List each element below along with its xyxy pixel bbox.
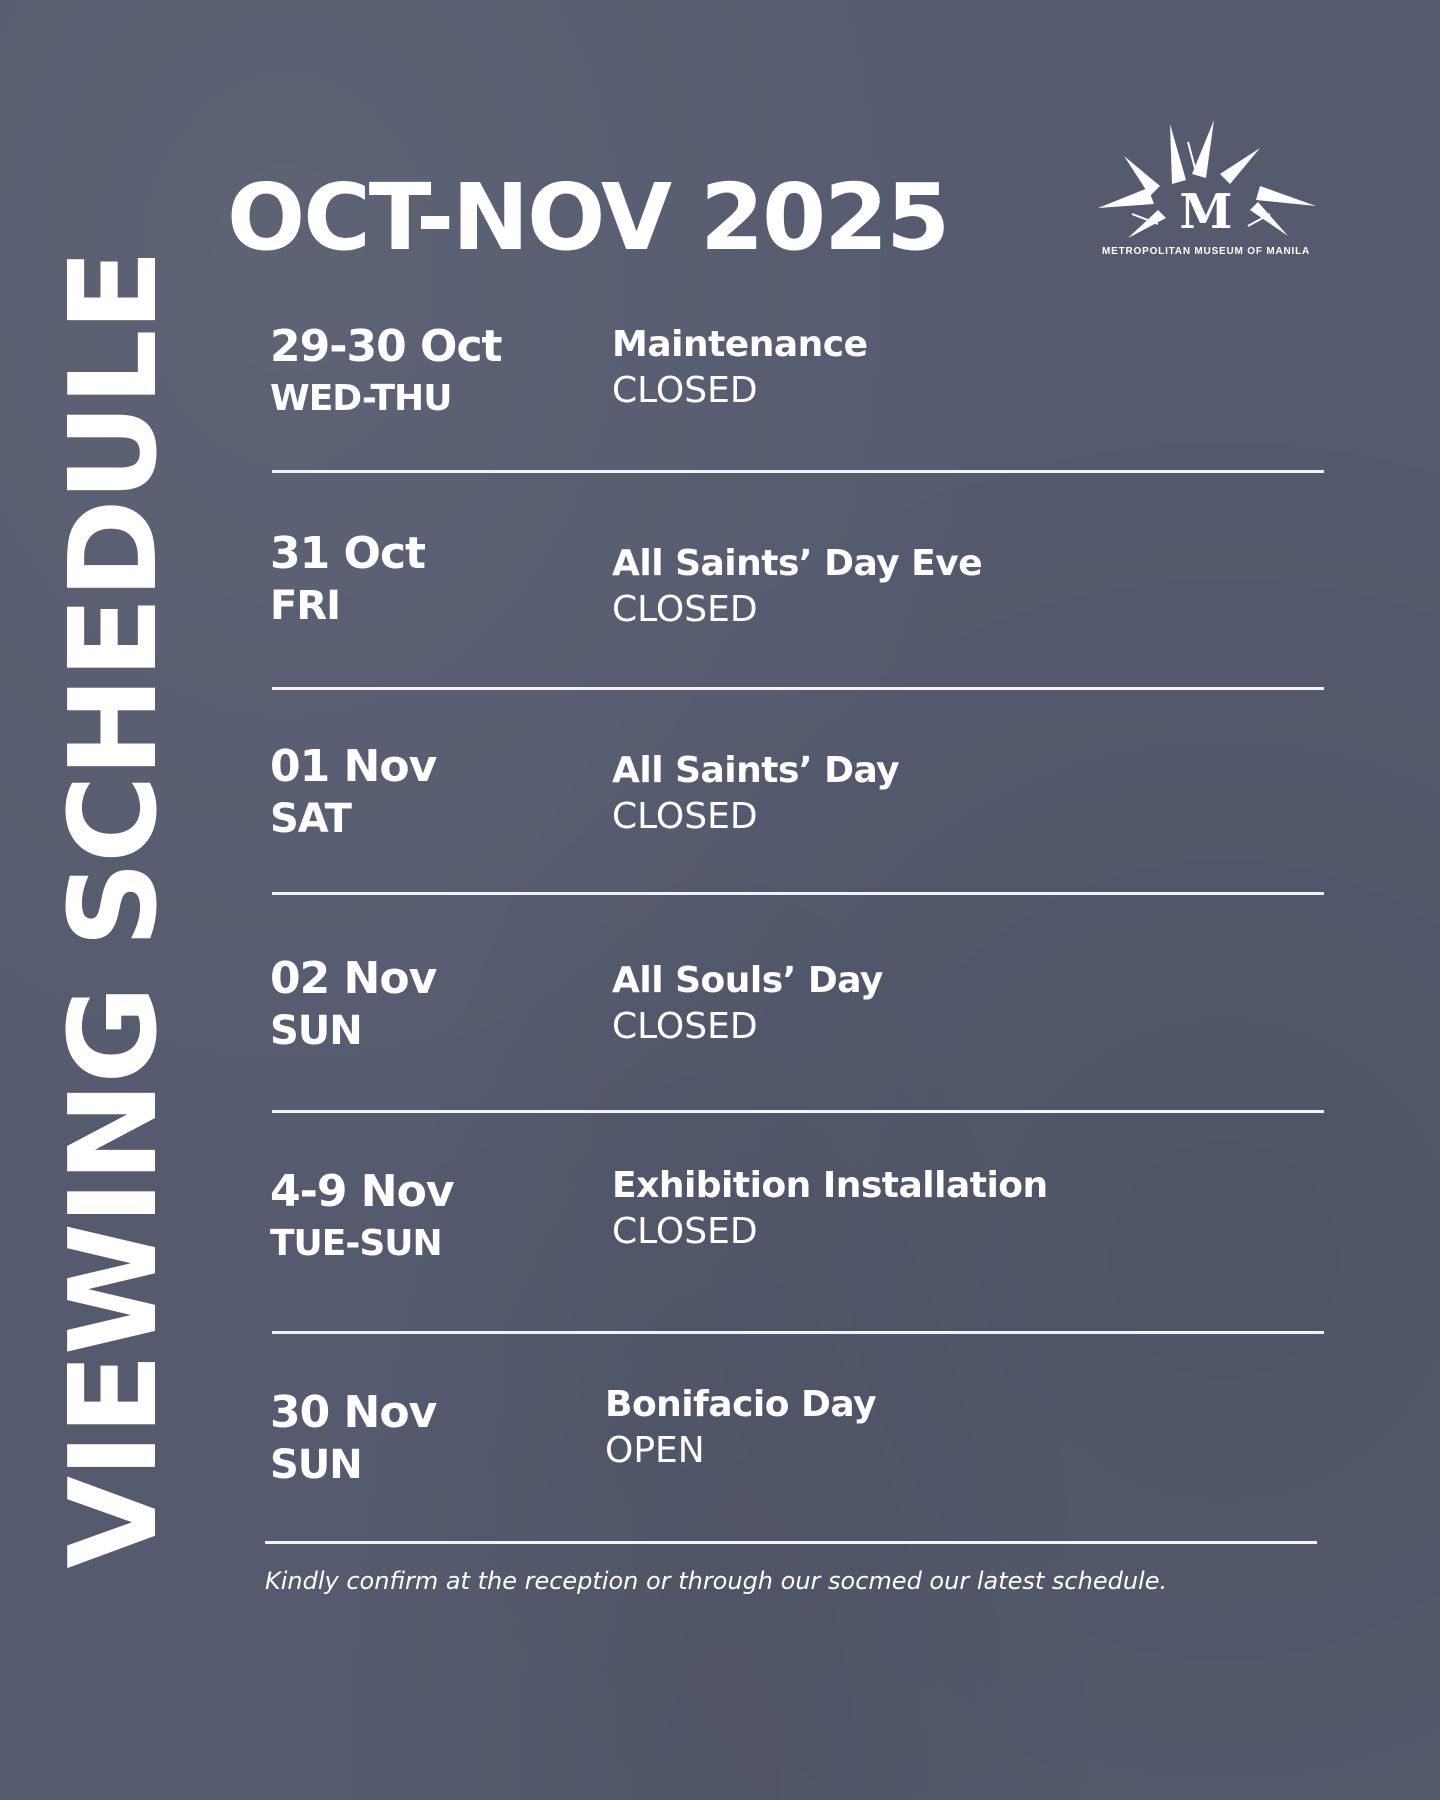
date-group — [270, 740, 436, 844]
row-divider — [272, 687, 1324, 690]
row-date: 29-30 Oct — [270, 321, 502, 372]
page-title: OCT-NOV 2025 — [227, 164, 949, 271]
event-group — [605, 1382, 876, 1474]
status-label: OPEN — [605, 1430, 705, 1471]
event-name: Exhibition Installation — [612, 1165, 1048, 1206]
row-days: TUE-SUN — [270, 1223, 442, 1264]
date-group — [270, 1165, 454, 1269]
status-label: CLOSED — [612, 1006, 758, 1047]
row-divider — [272, 1110, 1324, 1113]
row-days: SUN — [270, 1442, 362, 1488]
event-group — [612, 958, 883, 1050]
row-days: WED-THU — [270, 378, 452, 419]
row-days: SUN — [270, 1008, 362, 1054]
vertical-title: VIEWING SCHEDULE — [45, 251, 184, 1569]
event-group — [612, 541, 982, 633]
event-group — [612, 322, 868, 414]
status-label: CLOSED — [612, 796, 758, 837]
status-label: CLOSED — [612, 370, 758, 411]
event-name: Bonifacio Day — [605, 1384, 877, 1425]
row-divider — [272, 1331, 1324, 1334]
row-divider — [265, 1541, 1317, 1544]
event-group — [612, 1163, 1048, 1255]
sunburst-logo-icon — [1088, 118, 1324, 246]
museum-logo — [1088, 118, 1324, 264]
row-days: SAT — [270, 796, 351, 842]
row-date: 31 Oct — [270, 528, 426, 579]
row-date: 4-9 Nov — [270, 1166, 454, 1217]
row-date: 30 Nov — [270, 1387, 437, 1438]
event-name: All Souls’ Day — [612, 960, 883, 1001]
row-days: FRI — [270, 583, 341, 629]
event-name: All Saints’ Day — [612, 750, 900, 791]
footnote: Kindly confirm at the reception or through our socmed our latest schedule. — [265, 1567, 1168, 1595]
event-name: Maintenance — [612, 324, 868, 365]
date-group — [270, 527, 425, 631]
row-date: 02 Nov — [270, 953, 437, 1004]
date-group — [270, 952, 436, 1056]
event-group — [612, 748, 899, 840]
status-label: CLOSED — [612, 589, 758, 630]
event-name: All Saints’ Day Eve — [612, 543, 983, 584]
date-group — [270, 1386, 436, 1490]
logo-caption: METROPOLITAN MUSEUM OF MANILA — [1102, 246, 1310, 257]
row-date: 01 Nov — [270, 741, 437, 792]
status-label: CLOSED — [612, 1211, 758, 1252]
logo-mark: M — [1179, 184, 1233, 240]
date-group — [270, 320, 502, 424]
row-divider — [272, 892, 1324, 895]
row-divider — [272, 470, 1324, 473]
